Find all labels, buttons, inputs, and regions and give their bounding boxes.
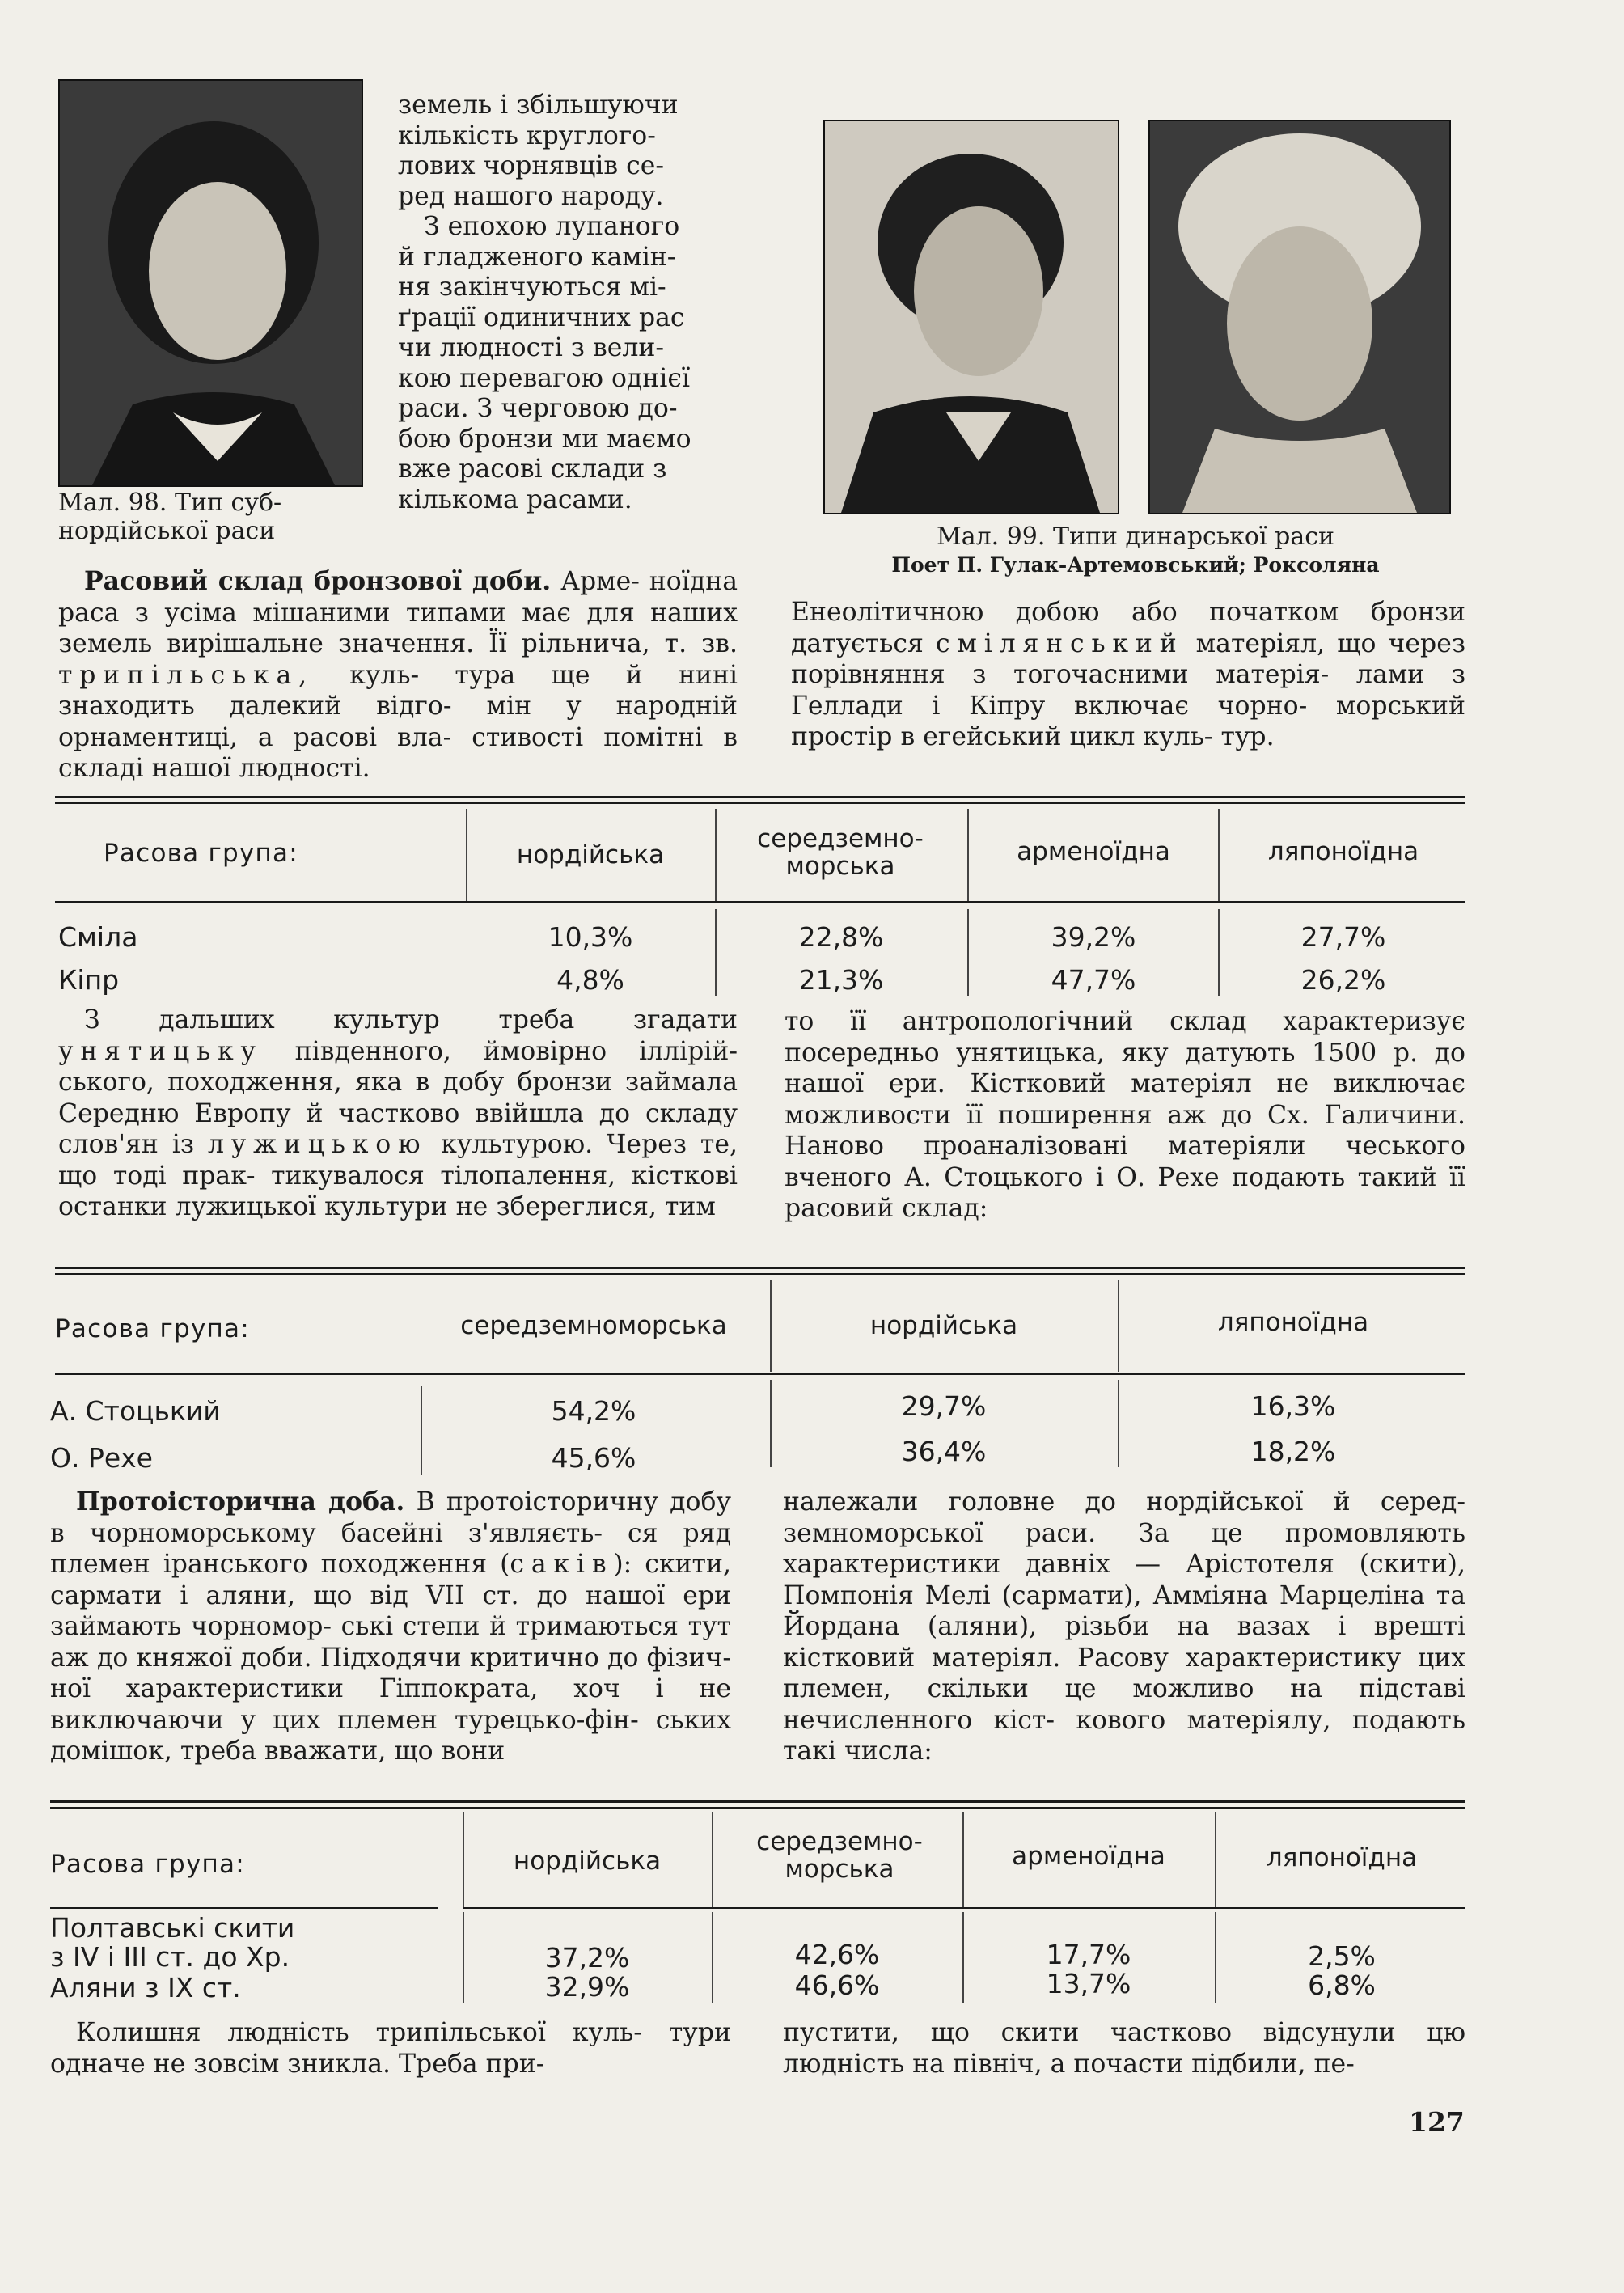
table-3-col-header: нордійська bbox=[513, 1847, 662, 1876]
cell-value: 26,2% bbox=[1300, 964, 1386, 996]
bronze-text-2: куль- тура ще й нині знаходить далекий відго- мін у народній орнаментиці, а расові вла- стивості помітні в складі нашої людності. bbox=[58, 660, 738, 783]
protohistoric-right-paragraph bbox=[783, 1487, 1465, 1767]
text-line: чи людності з вели- bbox=[398, 333, 664, 362]
table-divider bbox=[1118, 1380, 1119, 1467]
table-divider bbox=[770, 1380, 772, 1467]
bronze-heading: Расовий склад бронзової доби. bbox=[84, 566, 552, 596]
cell-value: 21,3% bbox=[798, 964, 884, 996]
table-1-col-header: середземно-морська bbox=[757, 824, 924, 881]
table-divider bbox=[712, 1812, 713, 1907]
table-3-col-header: арменоїдна bbox=[1012, 1842, 1165, 1871]
text-line: ня закінчуються мі- bbox=[398, 273, 666, 302]
table-1-col-header: арменоїдна bbox=[1017, 837, 1170, 866]
cell-value: 47,7% bbox=[1051, 964, 1136, 996]
text-line: лових чорнявців се- bbox=[398, 151, 665, 180]
table-rule bbox=[55, 796, 1465, 798]
figure-98-photo bbox=[58, 79, 363, 487]
proto-text-1: В протоісторичну добу в чорноморському басейні з'являєть- ся ряд племен іранського походження ( bbox=[50, 1487, 732, 1579]
text-line: й гладженого камін- bbox=[398, 242, 676, 272]
cell-value: 10,3% bbox=[548, 921, 633, 953]
table-divider bbox=[1218, 809, 1220, 902]
bottom-right-paragraph bbox=[783, 2017, 1465, 2079]
figure-99-caption: Мал. 99. Типи динарської раси bbox=[936, 522, 1335, 551]
cell-value: 46,6% bbox=[794, 1969, 880, 2001]
table-3-header-label: Расова група: bbox=[50, 1850, 245, 1879]
caption-line: нордійської раси bbox=[58, 517, 276, 545]
text-line: З епохою лупаного bbox=[424, 212, 680, 241]
table-divider bbox=[1218, 909, 1220, 996]
text-line: вже расові склади з bbox=[398, 455, 667, 484]
unyat-text-2: південного, ймовірно іллірій- ського, походження, яка в добу бронзи займала Середню Европу й частково ввійшла до складу слов'ян із bbox=[58, 1036, 738, 1159]
table-divider bbox=[421, 1386, 422, 1475]
bottom-right-text: пустити, що скити частково відсунули цю людність на північ, а почасти підбили, пе- bbox=[783, 2018, 1465, 2079]
table-2-header-label: Расова група: bbox=[55, 1314, 250, 1343]
table-divider bbox=[962, 1912, 964, 2003]
cell-value: 4,8% bbox=[556, 964, 624, 996]
table-1-col-header: ляпоноїдна bbox=[1267, 837, 1419, 866]
cell-value: 29,7% bbox=[901, 1390, 987, 1422]
table-rule bbox=[50, 1907, 438, 1909]
protohistoric-paragraph bbox=[50, 1487, 731, 1767]
table-3-col-header: середземно-морська bbox=[756, 1827, 923, 1884]
row-label: А. Стоцький bbox=[50, 1395, 221, 1427]
bronze-text-1: Арме- ноїдна раса з усіма мішаними типами має для наших земель вирішальне значення. Її рільнича, т. зв. bbox=[58, 567, 738, 658]
proto-heading: Протоісторична доба. bbox=[76, 1487, 405, 1517]
cell-value: 42,6% bbox=[794, 1939, 880, 1970]
table-rule bbox=[50, 1800, 1465, 1803]
table-2-col-header: ляпоноїдна bbox=[1217, 1308, 1369, 1337]
cell-value: 6,8% bbox=[1308, 1969, 1376, 2001]
text-line: кількома расами. bbox=[398, 484, 632, 514]
cell-value: 37,2% bbox=[544, 1942, 630, 1974]
table-divider bbox=[770, 1280, 772, 1372]
text-line: бою бронзи ми маємо bbox=[398, 424, 691, 454]
cell-value: 54,2% bbox=[551, 1395, 636, 1427]
table-rule bbox=[50, 1807, 1465, 1809]
table-divider bbox=[967, 809, 969, 902]
row-label-line: з IV і III ст. до Хр. bbox=[50, 1941, 290, 1973]
unyatytska-right-paragraph bbox=[785, 1006, 1465, 1225]
text-line: ґрації одиничних рас bbox=[398, 302, 685, 332]
cell-value: 18,2% bbox=[1250, 1436, 1336, 1467]
cell-value: 2,5% bbox=[1308, 1940, 1376, 1972]
table-rule bbox=[55, 1267, 1465, 1269]
table-divider bbox=[967, 909, 969, 996]
cell-value: 36,4% bbox=[901, 1436, 987, 1467]
cell-value: 32,9% bbox=[544, 1971, 630, 2003]
figure-98-caption bbox=[58, 489, 366, 545]
unyatytska-paragraph bbox=[58, 1005, 738, 1223]
row-label: Сміла bbox=[58, 921, 138, 953]
table-rule bbox=[463, 1907, 1465, 1909]
row-label: Кіпр bbox=[58, 964, 120, 996]
eneolithic-paragraph bbox=[791, 597, 1465, 753]
table-divider bbox=[1118, 1280, 1119, 1372]
table-3-col-header: ляпоноїдна bbox=[1266, 1843, 1418, 1872]
table-divider bbox=[962, 1812, 964, 1907]
figure-99-photo-man bbox=[823, 120, 1119, 514]
table-rule bbox=[55, 901, 1465, 903]
smila-term: смілянський bbox=[935, 628, 1184, 658]
tripilska-term: трипільська, bbox=[58, 660, 314, 690]
unyat-right-text: то її антропологічний склад характеризує посередньо унятицька, яку датують 1500 р. до нашої ери. Кістковий матеріял не виключає можливости її поширення аж до Сх. Галичини. Наново проаналізовані матеріяли чеського вченого А. Стоцького і О. Рехе подають такий її расовий склад: bbox=[785, 1007, 1465, 1223]
table-1-header-label: Расова група: bbox=[104, 839, 298, 868]
bottom-left-text: Колишня людність трипільської куль- тури одначе не зовсім зникла. Треба при- bbox=[50, 2018, 731, 2079]
table-2-col-header: нордійська bbox=[869, 1311, 1018, 1340]
figure-99-subcaption: Поет П. Гулак-Артемовський; Роксоляна bbox=[891, 553, 1380, 577]
table-divider bbox=[463, 1812, 464, 1907]
col1-top-text bbox=[398, 91, 741, 515]
table-rule bbox=[55, 1273, 1465, 1275]
unyat-text-1: З дальших культур треба згадати bbox=[84, 1005, 738, 1034]
table-rule bbox=[55, 1373, 1465, 1375]
bronze-age-paragraph bbox=[58, 566, 738, 785]
figure-99-photo-woman bbox=[1148, 120, 1451, 514]
table-divider bbox=[463, 1912, 464, 2003]
text-line: ред нашого народу. bbox=[398, 181, 664, 211]
cell-value: 13,7% bbox=[1046, 1968, 1131, 1999]
unyat-text-3: культурою. Через те, що тоді прак- тикувалося тілопалення, кісткові останки лужицької культури не збереглися, тим bbox=[58, 1130, 738, 1221]
text-line: раси. З черговою до- bbox=[398, 394, 678, 423]
eneolit-text-1: Енеолітичною добою або початком бронзи датується bbox=[791, 598, 1465, 658]
luzhytska-term: лужицькою bbox=[207, 1130, 428, 1159]
cell-value: 16,3% bbox=[1250, 1390, 1336, 1422]
table-1-col-header: нордійська bbox=[516, 840, 665, 869]
text-line: земель і збільшуючи bbox=[398, 91, 679, 120]
proto-text-2: ): скити, сармати і аляни, що від VII ст. до нашої ери займають чорномор- ські степи й тримаються тут аж до княжої доби. Підходячи критично до фізич- ної характеристики Гіппократа, хоч і не виключаючи у цих племен турецько-фін- ських домішок, треба вважати, що вони bbox=[50, 1550, 731, 1766]
row-label-line: Полтавські скити bbox=[50, 1912, 295, 1944]
table-2-col-header: середземноморська bbox=[460, 1311, 727, 1340]
saky-term: саків bbox=[510, 1550, 614, 1579]
eneolit-text-2: матеріял, що через порівняння з тогочасними матерія- лами з Геллади і Кіпру включає чорно- морський простір в егейський цикл куль- тур. bbox=[791, 628, 1466, 751]
page-number: 127 bbox=[1409, 2106, 1465, 2138]
text-line: кількість круглого- bbox=[398, 121, 656, 150]
cell-value: 45,6% bbox=[551, 1442, 636, 1474]
cell-value: 17,7% bbox=[1046, 1939, 1131, 1970]
table-rule bbox=[55, 802, 1465, 804]
table-divider bbox=[712, 1912, 713, 2003]
text-line: кою перевагою однієї bbox=[398, 363, 691, 393]
cell-value: 27,7% bbox=[1300, 921, 1386, 953]
table-divider bbox=[715, 809, 717, 902]
table-divider bbox=[1215, 1812, 1216, 1907]
unyatytsku-term: унятицьку bbox=[58, 1036, 263, 1066]
row-label: О. Рехе bbox=[50, 1442, 153, 1474]
cell-value: 39,2% bbox=[1051, 921, 1136, 953]
table-divider bbox=[715, 909, 717, 996]
caption-line: Мал. 98. Тип суб- bbox=[58, 489, 282, 517]
row-label: Аляни з IX ст. bbox=[50, 1972, 241, 2003]
bottom-left-paragraph bbox=[50, 2017, 731, 2079]
table-divider bbox=[1215, 1912, 1216, 2003]
proto-right-text: належали головне до нордійської й серед- земноморської раси. За це промовляють характеристики давніх — Арістотеля (скити), Помпонія Мелі (сармати), Аммiяна Марцеліна та Йордана (аляни), різьби на вазах і врешті кістковий матеріял. Расову характеристику цих племен, скільки це можливо на підставі нечисленного кіст- кового матеріялу, подають такі числа: bbox=[783, 1487, 1465, 1766]
row-label bbox=[50, 1914, 455, 1972]
cell-value: 22,8% bbox=[798, 921, 884, 953]
table-divider bbox=[466, 809, 467, 902]
